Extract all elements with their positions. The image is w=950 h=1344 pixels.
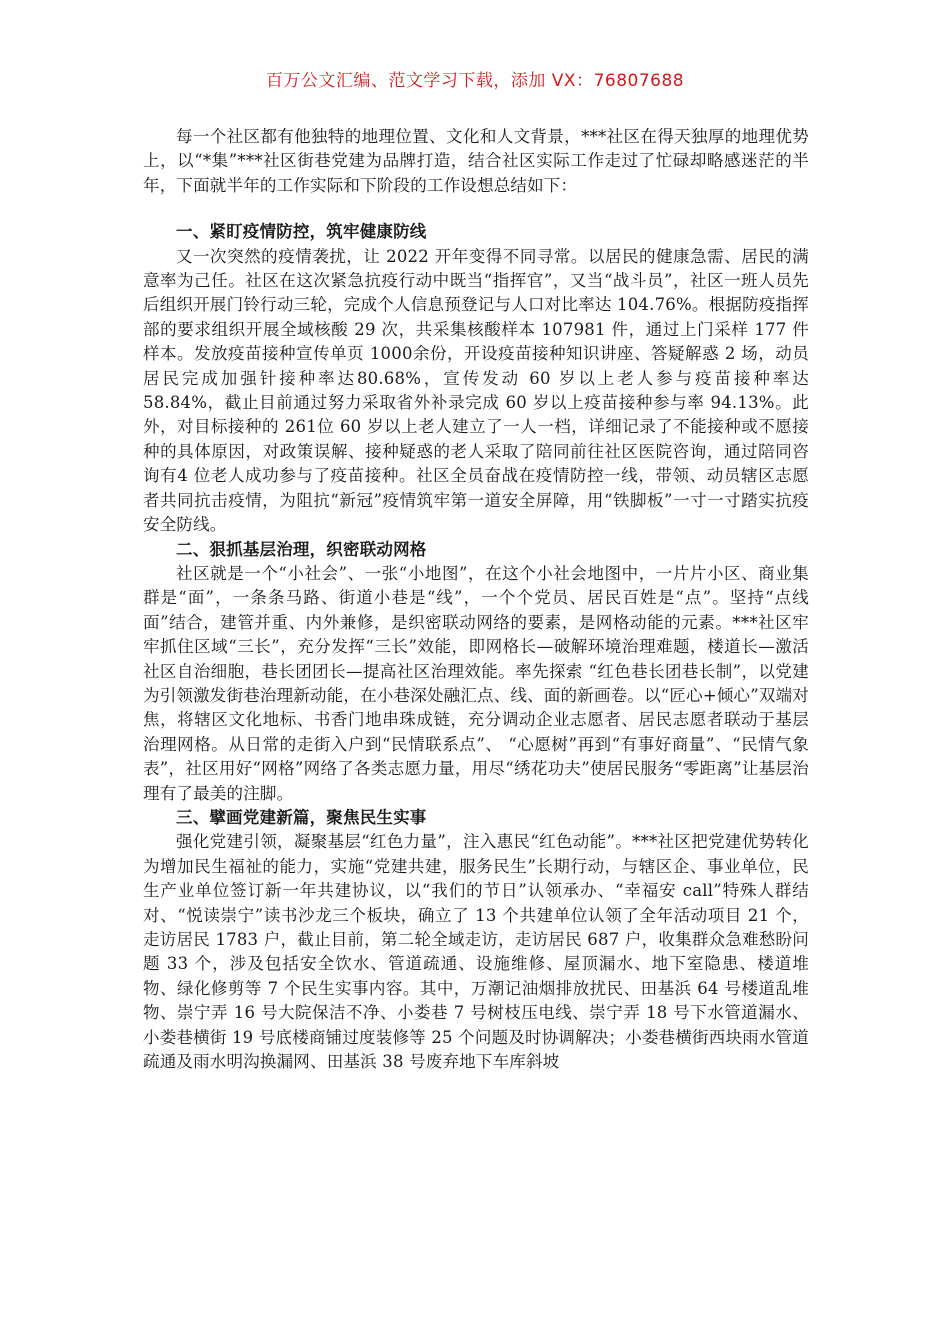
section-heading: 二、狠抓基层治理，织密联动网格: [176, 539, 427, 559]
section-heading: 三、擘画党建新篇，聚焦民生实事: [176, 807, 427, 827]
intro-paragraph: 每一个社区都有他独特的地理位置、文化和人文背景，***社区在得天独厚的地理优势上，以“*集”***社区街巷党建为品牌打造，结合社区实际工作走过了忙碌却略感迷茫的半年，下面就半年的工作实际和下阶段的工作设想总结如下：: [143, 127, 809, 195]
watermark-header: 百万公文汇编、范文学习下载，添加 VX：76807688: [265, 71, 685, 91]
section-body: 强化党建引领，凝聚基层“红色力量”，注入惠民“红色动能”。***社区把党建优势转化为增加民生福祉的能力，实施“党建共建，服务民生”长期行动，与辖区企、事业单位，民生产业单位签订新一年共建协议，以“我们的节日”认领承办、“幸福安 call”特殊人群结对、“悦读崇宁”读书沙龙三个板块，确立了 13 个共建单位认领了全年活动项目 21 个，走访居民 1783 户，截止目前，第二轮全域走访，走访居民 687 户，收集群众急难愁盼问题 33 个，涉及包括安全饮水、管道疏通、设施维修、屋顶漏水、地下室隐患、楼道堆物、绿化修剪等 7 个民生实事内容。其中，万潮记油烟排放扰民、田基浜 64 号楼道乱堆物、崇宁弄 16 号大院保洁不净、小娄巷 7 号树枝压电线、崇宁弄 18 号下水管道漏水、小娄巷横街 19 号底楼商铺过度装修等 25 个问题及时协调解决；小娄巷横街西块雨水管道疏通及雨水明沟换漏网、田基浜 38 号废弃地下车库斜坡: [143, 832, 809, 1072]
section-heading: 一、紧盯疫情防控，筑牢健康防线: [176, 222, 427, 242]
section-body: 社区就是一个“小社会”、一张“小地图”，在这个小社会地图中，一片片小区、商业集群是“面”，一条条马路、街道小巷是“线”，一个个党员、居民百姓是“点”。坚持“点线面”结合，建管并重、内外兼修，是织密联动网络的要素，是网格动能的元素。***社区牢牢抓住区域“三长”，充分发挥“三长”效能，即网格长—破解环境治理难题，楼道长—激活社区自治细胞，巷长团团长—提高社区治理效能。率先探索 “红色巷长团巷长制”，以党建为引领激发街巷治理新动能，在小巷深处融汇点、线、面的新画卷。以“匠心+倾心”双端对焦，将辖区文化地标、书香门地串珠成链，充分调动企业志愿者、居民志愿者联动于基层治理网格。从日常的走街入户到“民情联系点”、 “心愿树”再到“有事好商量”、“民情气象表”，社区用好“网格”网络了各类志愿力量，用尽“绣花功夫”使居民服务“零距离”让基层治理有了最美的注脚。: [143, 563, 809, 803]
document-body: [143, 125, 809, 1074]
section-body: 又一次突然的疫情袭扰，让 2022 开年变得不同寻常。以居民的健康急需、居民的满意率为己任。社区在这次紧急抗疫行动中既当“指挥官”，又当“战斗员”，社区一班人员先后组织开展门铃行动三轮，完成个人信息预登记与人口对比率达 104.76%。根据防疫指挥部的要求组织开展全域核酸 29 次，共采集核酸样本 107981 件，通过上门采样 177 件样本。发放疫苗接种宣传单页 1000余份，开设疫苗接种知识讲座、答疑解惑 2 场，动员居民完成加强针接种率达80.68%，宣传发动 60 岁以上老人参与疫苗接种率达 58.84%，截止目前通过努力采取省外补录完成 60 岁以上疫苗接种参与率 94.13%。此外，对目标接种的 261位 60 岁以上老人建立了一人一档，详细记录了不能接种或不愿接种的具体原因，对政策误解、接种疑惑的老人采取了陪同前往社区医院咨询，通过陪同咨询有4 位老人成功参与了疫苗接种。社区全员奋战在疫情防控一线，带领、动员辖区志愿者共同抗击疫情，为阻抗“新冠”疫情筑牢第一道安全屏障，用“铁脚板”一寸一寸踏实抗疫安全防线。: [143, 246, 809, 535]
